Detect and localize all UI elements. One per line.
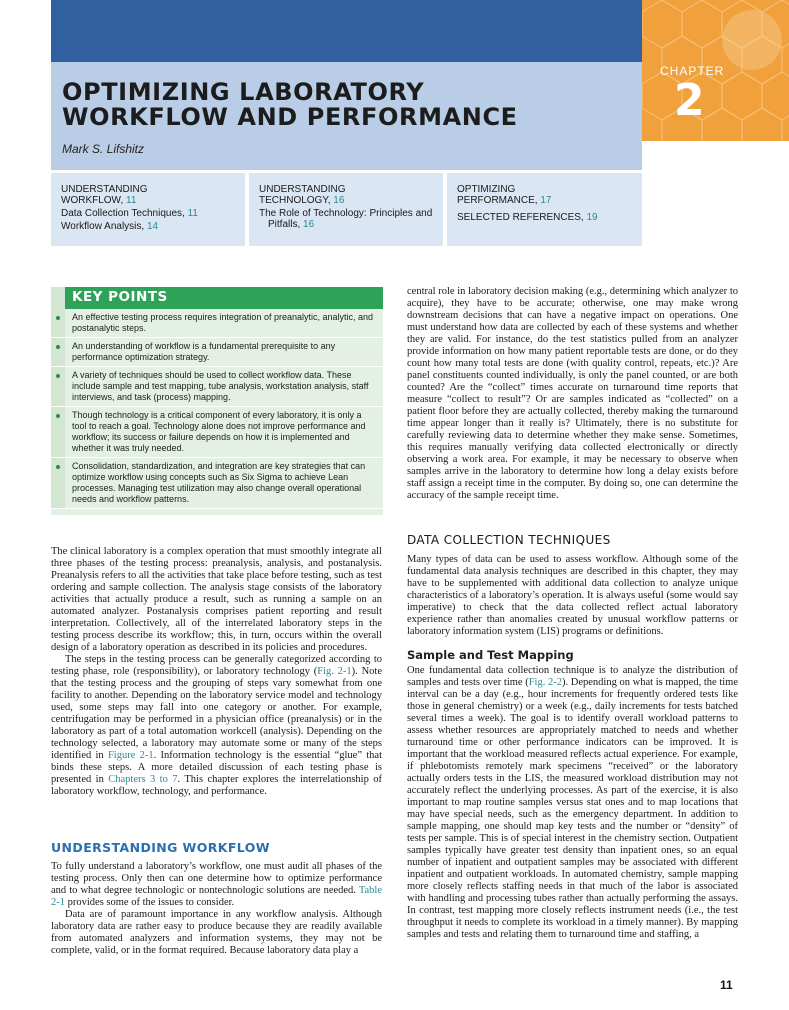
key-point-item: Consolidation, standardization, and integration are key strategies that can optimize workflow using concepts such as Six Sigma to achieve Lean processes. Managing test utilization may also change overall operational needs and workflow patterns. (51, 458, 383, 509)
key-point-item: Though technology is a critical component of every laboratory, it is only a tool to reach a goal. Technology alone does not improve performance and workflow; its success or failure depends on how it is implemented and whether it was truly needed. (51, 407, 383, 458)
toc-page-link[interactable]: 16 (333, 195, 345, 206)
bullet-icon (56, 345, 60, 349)
toc-entry[interactable]: Workflow Analysis, 14 (61, 221, 159, 232)
key-points-list (51, 309, 383, 509)
right-column-top (407, 286, 738, 502)
figure-link[interactable]: Fig. 2-2 (528, 677, 562, 688)
toc-page-link[interactable]: 11 (126, 195, 137, 206)
right-column-middle (407, 554, 738, 638)
toc-entry[interactable]: Data Collection Techniques, 11 (61, 208, 198, 219)
key-point-item: A variety of techniques should be used to collect workflow data. These include sample and test mapping, tube analysis, workstation analysis, staff interviews, and task (process) mapping. (51, 367, 383, 407)
figure-link[interactable]: Fig. 2-1 (317, 666, 352, 677)
key-points-header-rail (51, 287, 65, 309)
bullet-icon (56, 465, 60, 469)
toc-heading: UNDERSTANDING WORKFLOW, 11 (61, 184, 148, 206)
chapter-link[interactable]: Chapters 3 to 7 (108, 774, 178, 785)
bullet-icon (56, 374, 60, 378)
bullet-icon (56, 316, 60, 320)
page-number: 11 (720, 978, 733, 992)
toc-box-technology (249, 173, 443, 246)
paragraph: The clinical laboratory is a complex operation that must smoothly integrate all three phases of the testing process: preanalysis, analysis, and postanalysis. Preanalysis refers to all the activities that take place before testing, such as test ordering and sample collection. The analysis stage consists of the laboratory activities that actually produce a result, such as running a sample on an automated analyzer. Postanalysis comprises patient reporting and result interpretation. Collectively, all of the interrelated laboratory steps in the testing process describe its workflow; this, in turn, occurs within the overall design of a laboratory operation as described in its policies and procedures. (51, 546, 382, 653)
paragraph: The steps in the testing process can be generally categorized according to testing phase, role (responsibility), or laboratory technology (Fig. 2-1). Note that the testing process and the grouping of steps vary somewhat from one facility to another. Depending on the laboratory service model and technology used, some steps may fall into one category or another. For example, centrifugation may be performed in a physician office (preanalysis) or in the laboratory as part of a total automation workcell (analysis). Depending on the technology selected, a laboratory may automate some or many of the steps identified in Figure 2-1. Information technology is the essential “glue” that binds these steps. A more detailed discussion of each testing phase is presented in Chapters 3 to 7. This chapter explores the interrelationship of laboratory workflow, technology, and performance. (51, 654, 382, 797)
section-heading-understanding-workflow: UNDERSTANDING WORKFLOW (51, 840, 270, 855)
key-points-title: KEY POINTS (72, 289, 168, 305)
toc-page-link[interactable]: 17 (540, 195, 552, 206)
toc-entry[interactable]: SELECTED REFERENCES, 19 (457, 212, 598, 223)
header-top-band (51, 0, 642, 62)
toc-box-workflow (51, 173, 245, 246)
paragraph: Data are of paramount importance in any workflow analysis. Although laboratory data are rather easy to produce because they are readily available from automated analyzers and information systems, they may not be complete, valid, or in the format required. Because laboratory data play a (51, 909, 382, 956)
key-point-item: An understanding of workflow is a fundamental prerequisite to any performance optimization strategy. (51, 338, 383, 367)
paragraph: central role in laboratory decision making (e.g., determining which analyzer to acquire), they have to be accurate; otherwise, one may make wrong downstream decisions that can have a negative impact on operations. One must understand how data are collected by each of these systems and whether they are valid. For instance, do the test statistics pulled from an analyzer provide information on how many patient reportable tests are done, or do they count how many total tests are done (with quality control, repeats, etc.)? Are panel constituents counted individually, is only the panel counted, or are both counted? Are the “collect” times accurate on turnaround time reports that measure “collect to result”? Or are samples indicated as “collected” on a patient floor before they are actually collected, thereby making the turnaround time appear longer than it really is? Ultimately, there is no substitute for carefully reviewing data to determine whether they make sense. Sometimes, this requires manually verifying data collected electronically or directly observing a work area. For example, it may be necessary to observe when samples arrive in the laboratory to determine how long a delay exists before staff assign a receipt time in the computer. By doing so, one can determine the accuracy of the sample receipt time. (407, 286, 738, 501)
toc-heading: OPTIMIZING PERFORMANCE, 17 (457, 184, 552, 206)
table-link[interactable]: Table 2-1 (51, 885, 382, 908)
chapter-number: 2 (674, 75, 705, 126)
toc-heading: UNDERSTANDING TECHNOLOGY, 16 (259, 184, 346, 206)
left-column-top (51, 546, 382, 798)
chapter-label: CHAPTER (660, 64, 725, 78)
chapter-title-line-2: WORKFLOW AND PERFORMANCE (62, 103, 518, 131)
chapter-title (62, 80, 518, 130)
toc-entry[interactable]: The Role of Technology: Principles and Pitfalls, 16 (259, 208, 433, 230)
subheading-sample-test-mapping: Sample and Test Mapping (407, 648, 574, 662)
toc-box-performance (447, 173, 642, 246)
author-name: Mark S. Lifshitz (62, 142, 145, 156)
paragraph: To fully understand a laboratory’s workflow, one must audit all phases of the testing process. Only then can one determine how to optimize performance and to what degree technologic or nontechnologic solutions are needed. Table 2-1 provides some of the issues to consider. (51, 861, 382, 908)
left-column-bottom (51, 861, 382, 957)
key-point-item: An effective testing process requires integration of preanalytic, analytic, and postanalytic steps. (51, 309, 383, 338)
chapter-title-line-1: OPTIMIZING LABORATORY (62, 78, 425, 106)
right-column-bottom (407, 665, 738, 941)
bullet-icon (56, 414, 60, 418)
figure-link[interactable]: Figure 2-1 (107, 750, 154, 761)
section-heading-data-collection: DATA COLLECTION TECHNIQUES (407, 533, 611, 547)
paragraph: One fundamental data collection technique is to analyze the distribution of samples and tests over time (Fig. 2-2). Depending on what is mapped, the time interval can be a day (e.g., hour increments for frequently ordered tests like those in general chemistry) or a week (e.g., daily increments for tests batched several times a week). The goal is to identify overall workload patterns to assess whether resources are appropriately matched to needs and whether turnaround time or other performance indicators can be improved. It is important that the workload measured reflects actual experience. For example, if phlebotomists remotely mark specimens “received” or the laboratory actually orders tests in the LIS, the measured workload distribution may not accurately reflect the underlying processes. As part of the exercise, it is also important to map routine samples versus stat ones and to map locations that may have special needs, such as the emergency department. In addition to sample mapping, one should map key tests and the number or “density” of tests per sample. This is of special interest in the chemistry section. Outpatient samples typically have greater test density than inpatient ones, so an equal number of inpatient and outpatient samples may be associated with different inpatient and outpatient workloads. In automated chemistry, sample mapping more closely reflects staffing needs in that much of the labor is associated with handling and processing tubes rather than actually performing the assays. In contrast, test mapping more closely reflects instrument needs (i.e., the test throughput it needs to complete its workload in a timely manner). By mapping samples and tests and relating them to turnaround time and staffing, a (407, 665, 738, 940)
paragraph: Many types of data can be used to assess workflow. Although some of the fundamental data analysis techniques are described in this chapter, they may have to be supplemented with additional data collection to analyze unique characteristics of a laboratory’s operation. It is always useful (some would say imperative) to check that the data collected reflect actual laboratory experience rather than anomalies created by unusual workflow patterns or laboratory information system (LIS) programs or definitions. (407, 554, 738, 637)
